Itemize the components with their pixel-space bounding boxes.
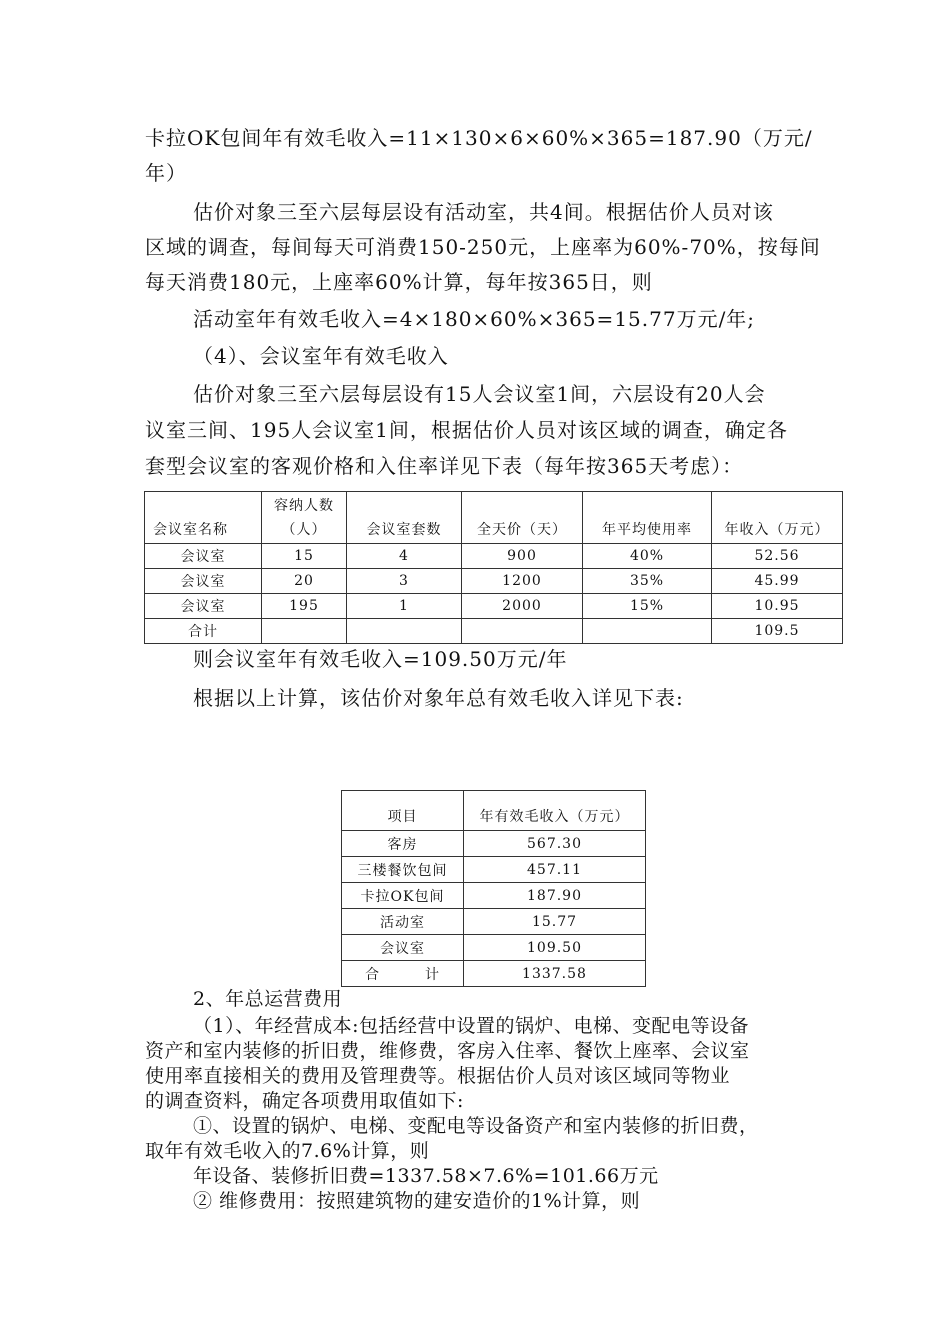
paragraph-line: 估价对象三至六层每层设有活动室，共4间。根据估价人员对该 xyxy=(193,200,774,224)
paragraph-line: 估价对象三至六层每层设有15人会议室1间，六层设有20人会 xyxy=(193,382,766,406)
section-heading: 2、年总运营费用 xyxy=(193,988,343,1010)
table-cell: 1 xyxy=(347,594,462,619)
table-cell: 合计 xyxy=(145,619,262,644)
table-cell: 会议室 xyxy=(145,594,262,619)
table-header-row xyxy=(342,791,646,831)
table-total-row xyxy=(145,619,843,644)
table-header-cell: 年收入（万元） xyxy=(712,492,843,544)
table-cell: 2000 xyxy=(462,594,583,619)
table-cell: 35% xyxy=(583,569,712,594)
paragraph-line: 年） xyxy=(145,161,187,185)
table-header-cell: 项目 xyxy=(342,791,464,831)
table-cell: 900 xyxy=(462,544,583,569)
meeting-room-table xyxy=(144,491,843,644)
table-cell: 457.11 xyxy=(464,857,646,883)
section-heading: （4）、会议室年有效毛收入 xyxy=(193,344,449,368)
table-row xyxy=(342,857,646,883)
table-cell: 1200 xyxy=(462,569,583,594)
table-row xyxy=(342,831,646,857)
table-cell: 195 xyxy=(262,594,347,619)
paragraph-line: 每天消费180元，上座率60%计算，每年按365日，则 xyxy=(145,270,653,294)
table-row xyxy=(342,935,646,961)
table-cell: 15.77 xyxy=(464,909,646,935)
table-cell: 4 xyxy=(347,544,462,569)
table-cell: 合 计 xyxy=(342,961,464,987)
table-cell: 109.50 xyxy=(464,935,646,961)
table-header-cell xyxy=(262,492,347,544)
table-cell: 会议室 xyxy=(145,544,262,569)
table-cell: 活动室 xyxy=(342,909,464,935)
table-cell: 15 xyxy=(262,544,347,569)
table-cell: 45.99 xyxy=(712,569,843,594)
table-cell: 卡拉OK包间 xyxy=(342,883,464,909)
table-cell: 会议室 xyxy=(145,569,262,594)
table-cell xyxy=(262,619,347,644)
paragraph-line: 资产和室内装修的折旧费，维修费，客房入住率、餐饮上座率、会议室 xyxy=(145,1040,750,1062)
table-row xyxy=(145,594,843,619)
table-cell: 20 xyxy=(262,569,347,594)
paragraph-line: ①、设置的锅炉、电梯、变配电等设备资产和室内装修的折旧费， xyxy=(193,1115,759,1137)
table-cell: 109.5 xyxy=(712,619,843,644)
table-header-row xyxy=(145,492,843,544)
table-header-line: 容纳人数 xyxy=(274,497,334,514)
paragraph-line: 区域的调查，每间每天可消费150-250元，上座率为60%-70%，按每间 xyxy=(145,235,821,259)
paragraph-line: 则会议室年有效毛收入=109.50万元/年 xyxy=(193,647,568,671)
table-cell xyxy=(583,619,712,644)
paragraph-line: 的调查资料，确定各项费用取值如下: xyxy=(145,1090,464,1112)
table-cell: 会议室 xyxy=(342,935,464,961)
table-cell: 客房 xyxy=(342,831,464,857)
table-cell: 3 xyxy=(347,569,462,594)
table-cell xyxy=(462,619,583,644)
table-cell: 10.95 xyxy=(712,594,843,619)
table-cell: 52.56 xyxy=(712,544,843,569)
table-header-cell: 会议室名称 xyxy=(145,492,262,544)
table-header-line: （人） xyxy=(281,521,327,538)
table-row xyxy=(145,544,843,569)
total-income-table xyxy=(341,790,646,987)
table-row xyxy=(342,909,646,935)
paragraph-line: 议室三间、195人会议室1间，根据估价人员对该区域的调查，确定各 xyxy=(145,418,788,442)
paragraph-line: ② 维修费用：按照建筑物的建安造价的1%计算，则 xyxy=(193,1190,641,1212)
paragraph-line: 卡拉OK包间年有效毛收入=11×130×6×60%×365=187.90（万元/ xyxy=(145,126,813,150)
paragraph-line: 套型会议室的客观价格和入住率详见下表（每年按365天考虑）： xyxy=(145,454,744,478)
table-header-cell: 会议室套数 xyxy=(347,492,462,544)
paragraph-line: 根据以上计算，该估价对象年总有效毛收入详见下表: xyxy=(193,686,684,710)
paragraph-line: 活动室年有效毛收入=4×180×60%×365=15.77万元/年; xyxy=(193,307,756,331)
table-row xyxy=(342,883,646,909)
paragraph-line: 取年有效毛收入的7.6%计算，则 xyxy=(145,1140,430,1162)
table-header-cell: 全天价（天） xyxy=(462,492,583,544)
table-cell: 187.90 xyxy=(464,883,646,909)
table-cell: 15% xyxy=(583,594,712,619)
table-row xyxy=(145,569,843,594)
table-total-row xyxy=(342,961,646,987)
table-cell: 三楼餐饮包间 xyxy=(342,857,464,883)
table-cell: 40% xyxy=(583,544,712,569)
paragraph-line: 年设备、装修折旧费=1337.58×7.6%=101.66万元 xyxy=(193,1165,659,1187)
table-cell: 1337.58 xyxy=(464,961,646,987)
paragraph-line: （1）、年经营成本:包括经营中设置的锅炉、电梯、变配电等设备 xyxy=(193,1015,749,1037)
paragraph-line: 使用率直接相关的费用及管理费等。根据估价人员对该区域同等物业 xyxy=(145,1065,731,1087)
table-cell: 567.30 xyxy=(464,831,646,857)
table-header-cell: 年平均使用率 xyxy=(583,492,712,544)
table-cell xyxy=(347,619,462,644)
table-header-cell: 年有效毛收入（万元） xyxy=(464,791,646,831)
